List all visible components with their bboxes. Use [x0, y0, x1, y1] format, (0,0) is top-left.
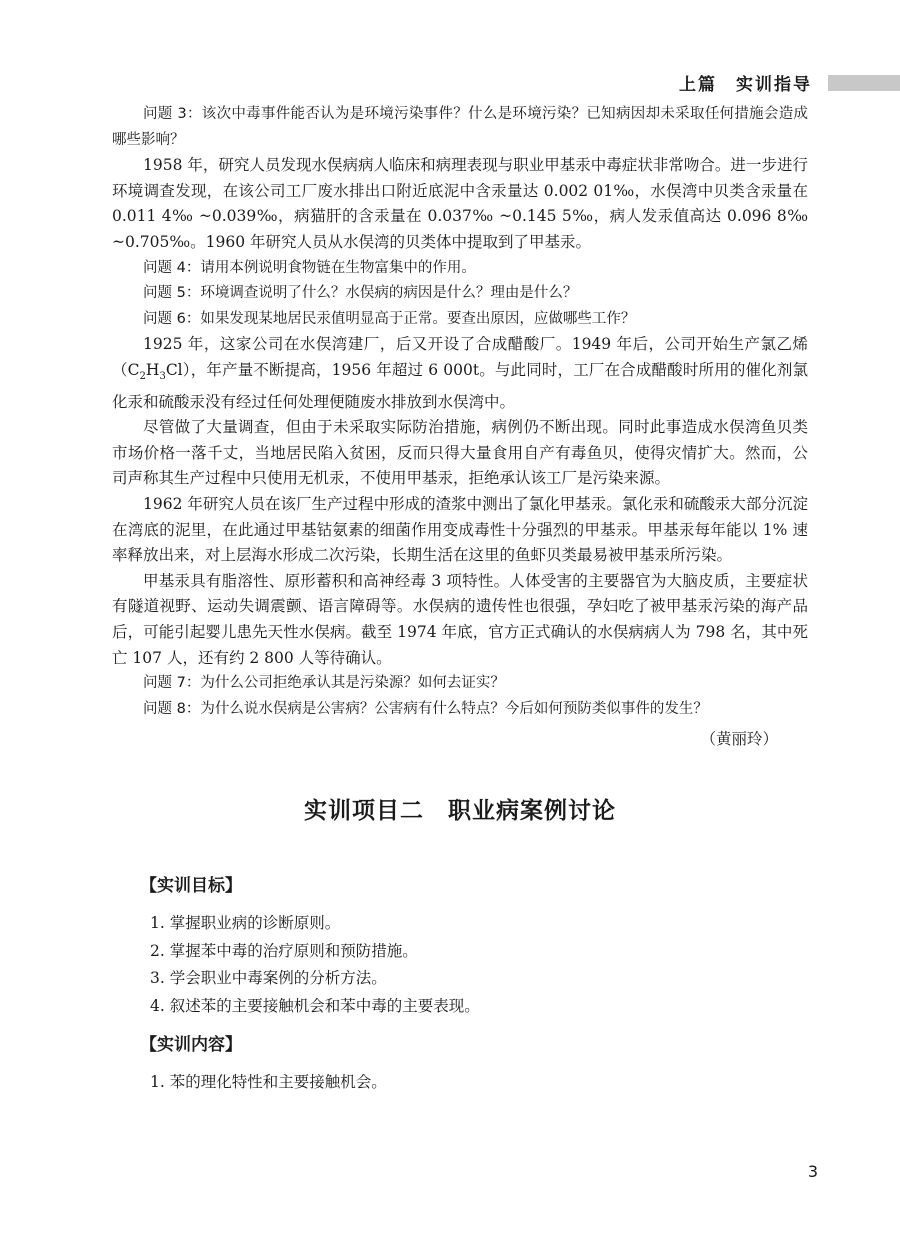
running-header [679, 70, 900, 95]
content-list [150, 1069, 808, 1097]
list-item: 1. 掌握职业病的诊断原则。 [150, 914, 341, 933]
content-heading: 【实训内容】 [140, 1035, 242, 1056]
list-item: 2. 掌握苯中毒的治疗原则和预防措施。 [150, 941, 418, 960]
objectives-heading: 【实训目标】 [140, 876, 242, 897]
page-number: 3 [807, 1162, 818, 1181]
header-bar [828, 75, 900, 91]
question-8: 问题 8：为什么说水俣病是公害病？公害病有什么特点？今后如何预防类似事件的发生？ [143, 700, 708, 717]
question-3: 问题 3：该次中毒事件能否认为是环境污染事件？什么是环境污染？已知病因却未采取任何措施会造成哪些影响？ [112, 106, 808, 148]
paragraph-survey: 尽管做了大量调查，但由于未采取实际防治措施，病例仍不断出现。同时此事造成水俣湾鱼贝类市场价格一落千丈，当地居民陷入贫困，反而只得大量食用自产有毒鱼贝，使得灾情扩大。然而，公司声称其生产过程中只使用无机汞，不使用甲基汞，拒绝承认该工厂是污染来源。 [112, 418, 808, 488]
list-item: 3. 学会职业中毒案例的分析方法。 [150, 969, 387, 988]
paragraph-1925-part-a: 1925 年，这家公司在水俣湾建厂，后又开设了合成醋酸厂。1949 年后，公司开始生产氯乙烯（C [112, 335, 808, 379]
paragraph-1925-part-b: Cl），年产量不断提高，1956 年超过 6 000t。与此同时，工厂在合成醋酸时所用的催化剂氯化汞和硫酸汞没有经过任何处理便随废水排放到水俣湾中。 [112, 360, 808, 411]
paragraph-1925 [112, 332, 808, 415]
author-credit: （黄丽玲） [700, 730, 778, 749]
header-label: 上篇 实训指导 [679, 75, 812, 95]
question-7: 问题 7：为什么公司拒绝承认其是污染源？如何去证实？ [143, 675, 505, 692]
list-item: 1. 苯的理化特性和主要接触机会。 [150, 1073, 387, 1092]
question-4: 问题 4：请用本例说明食物链在生物富集中的作用。 [143, 259, 476, 276]
paragraph-1958: 1958 年，研究人员发现水俣病病人临床和病理表现与职业甲基汞中毒症状非常吻合。进一步进行环境调查发现，在该公司工厂废水排出口附近底泥中含汞量达 0.002 01‰，水俣湾中贝类含汞量在 0.011 4‰ ~0.039‰，病猫肝的含汞量在 0.037‰ ~0.145 5‰，病人发汞值高达 0.096 8‰ ~0.705‰。1960 年研究人员从水俣湾的贝类体中提取到了甲基汞。 [112, 156, 808, 251]
list-item: 4. 叙述苯的主要接触机会和苯中毒的主要表现。 [150, 996, 480, 1015]
section-title: 实训项目二 职业病案例讨论 [304, 798, 616, 825]
paragraph-1962: 1962 年研究人员在该厂生产过程中形成的渣浆中测出了氯化甲基汞。氯化汞和硫酸汞大部分沉淀在湾底的泥里，在此通过甲基钴氨素的细菌作用变成毒性十分强烈的甲基汞。甲基汞每年能以 1% 速率释放出来，对上层海水形成二次污染，长期生活在这里的鱼虾贝类最易被甲基汞所污染。 [112, 495, 808, 565]
formula-h: H [145, 360, 160, 379]
paragraph-methylmercury: 甲基汞具有脂溶性、原形蓄积和高神经毒 3 项特性。人体受害的主要器官为大脑皮质，主要症状有隧道视野、运动失调震颤、语言障碍等。水俣病的遗传性也很强，孕妇吃了被甲基汞污染的海产品后，可能引起婴儿患先天性水俣病。截至 1974 年底，官方正式确认的水俣病病人为 798 名，其中死亡 107 人，还有约 2 800 人等待确认。 [112, 571, 808, 667]
formula-c-subscript: 2 [139, 371, 146, 383]
page-body [112, 102, 808, 1107]
formula-h-subscript: 3 [159, 371, 166, 383]
objectives-list [150, 910, 808, 1020]
question-5: 问题 5：环境调查说明了什么？水俣病的病因是什么？理由是什么？ [143, 285, 578, 302]
question-6: 问题 6：如果发现某地居民汞值明显高于正常。要查出原因，应做哪些工作？ [143, 310, 636, 327]
